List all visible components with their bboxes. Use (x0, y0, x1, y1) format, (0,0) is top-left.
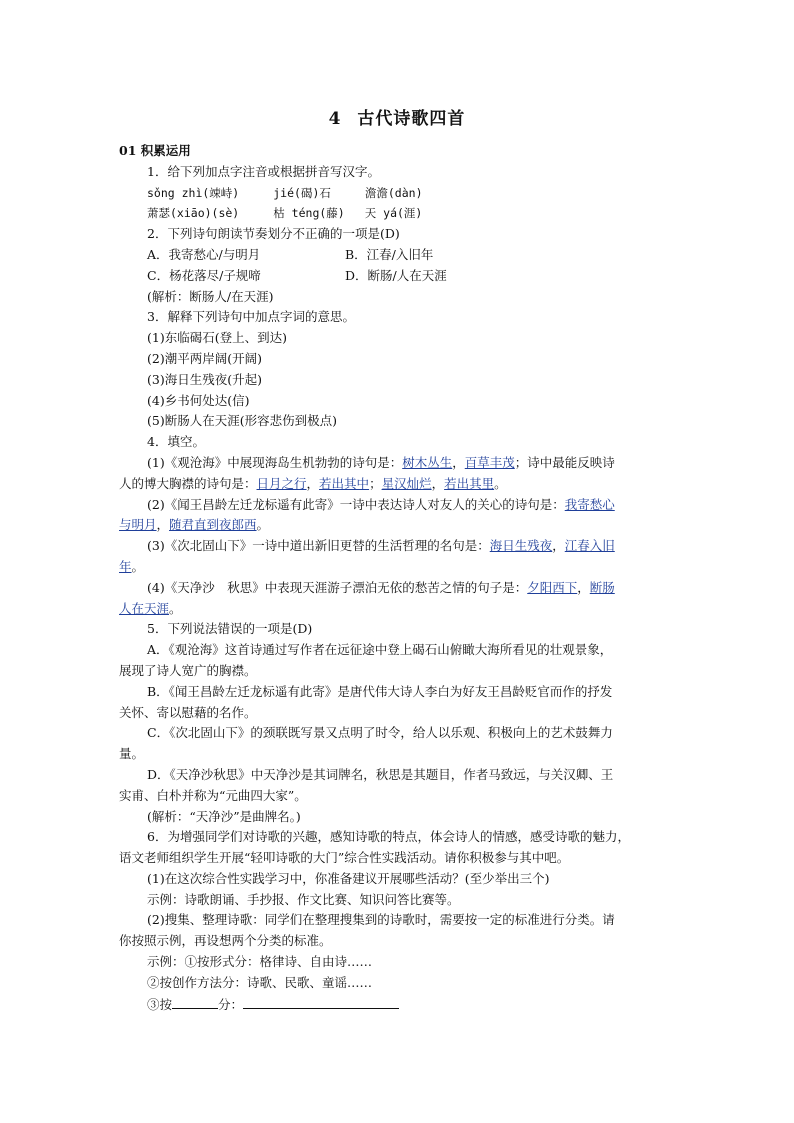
text: ； (369, 475, 382, 491)
answer: 江春入旧 (564, 538, 615, 554)
answer: 夕阳西下 (527, 579, 578, 595)
question-6-sub-2-cont: 你按照示例，再设想两个分类的标准。 (119, 933, 332, 949)
question-4-stem: 4．填空。 (147, 434, 205, 450)
question-6-example-2: ②按创作方法分：诗歌、民歌、童谣…… (147, 974, 373, 990)
question-3-item: (3)海日生残夜(升起) (147, 371, 262, 387)
q5-option-b: B．《闻王昌龄左迁龙标遥有此寄》是唐代伟大诗人李白为好友王昌龄贬官而作的抒发 (147, 683, 613, 699)
question-6-sub-1-example: 示例：诗歌朗诵、手抄报、作文比赛、知识问答比赛等。 (147, 891, 460, 907)
worksheet-body (119, 141, 679, 1015)
q1-item: 澹澹(dàn) (364, 185, 423, 200)
option-b: B．江春/入旧年 (345, 246, 434, 262)
q1-item: jié(碣)石 (273, 185, 331, 200)
answer: 年 (119, 558, 132, 574)
text: (3)《次北固山下》一诗中道出新旧更替的生活哲理的名句是： (147, 538, 490, 554)
text: ， (431, 475, 445, 491)
text: (1)《观沧海》中展现海岛生机勃勃的诗句是： (147, 454, 403, 470)
text: 。 (494, 475, 507, 491)
q1-item: sǒng zhì(竦峙) (147, 185, 240, 200)
option-d: D．断肠/人在天涯 (345, 267, 447, 283)
lesson-title: 古代诗歌四首 (357, 109, 466, 129)
answer: 人在天涯 (119, 600, 170, 616)
question-3-stem: 3．解释下列诗句中加点字词的意思。 (147, 309, 355, 325)
lesson-number: 4 (328, 109, 342, 129)
question-2-note: (解析：断肠人/在天涯) (147, 288, 274, 304)
answer: 若出其中 (319, 475, 370, 491)
answer: 树木丛生 (402, 454, 453, 470)
q5-option-b-cont: 关怀、寄以慰藉的名作。 (119, 704, 257, 720)
question-6-example-1: 示例：①按形式分：格律诗、自由诗…… (147, 954, 373, 970)
text: 。 (131, 558, 145, 574)
text: 。 (256, 517, 270, 533)
question-4-part-2-line-1 (119, 495, 679, 516)
answer: 海日生残夜 (489, 538, 553, 554)
answer: 断肠 (589, 579, 615, 595)
text: ， (552, 538, 565, 554)
text: ， (306, 475, 320, 491)
question-6-stem: 6．为增强同学们对诗歌的兴趣，感知诗歌的特点，体会诗人的情感，感受诗歌的魅力， (147, 829, 630, 845)
text: ， (452, 454, 465, 470)
answer: 若出其里 (444, 475, 495, 491)
q5-option-a: A．《观沧海》这首诗通过写作者在远征途中登上碣石山俯瞰大海所看见的壮观景象， (147, 642, 613, 658)
q5-option-c: C．《次北固山下》的颈联既写景又点明了时令，给人以乐观、积极向上的艺术鼓舞力 (147, 725, 613, 741)
question-5-stem: 5．下列说法错误的一项是(D) (147, 621, 313, 637)
question-4-part-4-line-2 (119, 599, 679, 620)
question-3-item: (4)乡书何处达(信) (147, 392, 250, 408)
q5-option-d-cont: 实甫、白朴并称为“元曲四大家”。 (119, 787, 307, 803)
text: (2)《闻王昌龄左迁龙标遥有此寄》一诗中表达诗人对友人的关心的诗句是： (147, 496, 565, 512)
question-3-item: (5)断肠人在天涯(形容悲伤到极点) (147, 413, 337, 429)
answer: 日月之行 (256, 475, 307, 491)
answer: 百草丰茂 (464, 454, 515, 470)
question-1-row-1 (119, 183, 679, 204)
text: ；诗中最能反映诗 (514, 454, 615, 470)
question-2-stem: 2．下列诗句朗读节奏划分不正确的一项是(D) (147, 226, 400, 242)
option-c: C．杨花落尽/子规啼 (147, 267, 261, 283)
q1-item: 枯 téng(藤) (273, 206, 345, 221)
question-6-sub-1: (1)在这次综合性实践学习中，你准备建议开展哪些活动？(至少举出三个) (147, 870, 550, 886)
question-4-part-3-line-2 (119, 557, 679, 578)
text: 人的博大胸襟的诗句是： (119, 475, 257, 491)
q5-option-c-cont: 量。 (119, 746, 145, 762)
text: (4)《天净沙 秋思》中表现天涯游子漂泊无依的愁苦之情的句子是： (147, 579, 528, 595)
question-4-part-4-line-1 (119, 578, 679, 599)
question-4-part-1-line-2 (119, 474, 679, 495)
question-3-item: (1)东临碣石(登上、到达) (147, 330, 287, 346)
section-heading: 01 积累运用 (119, 143, 191, 158)
q1-item: 天 yá(涯) (364, 206, 423, 221)
q5-option-a-cont: 展现了诗人宽广的胸襟。 (119, 662, 257, 678)
option-a: A．我寄愁心/与明月 (147, 246, 261, 262)
page-title (0, 104, 794, 129)
question-4-part-1-line-1 (119, 453, 679, 474)
answer: 与明月 (119, 517, 157, 533)
question-2-options-cd (119, 266, 679, 287)
text: 分： (218, 996, 244, 1012)
question-1-row-2 (119, 203, 679, 224)
question-6-sub-2: (2)搜集、整理诗歌：同学们在整理搜集到的诗歌时，需要按一定的标准进行分类。请 (147, 912, 615, 928)
answer: 我寄愁心 (564, 496, 615, 512)
answer: 随君直到夜郎西 (169, 517, 257, 533)
text: ， (156, 517, 170, 533)
question-4-part-2-line-2 (119, 515, 679, 536)
question-2-options-ab (119, 245, 679, 266)
text: ， (577, 579, 590, 595)
question-1-stem: 1．给下列加点字注音或根据拼音写汉字。 (147, 163, 380, 179)
question-5-note: (解析：“天净沙”是曲牌名。) (147, 808, 301, 824)
answer: 星汉灿烂 (381, 475, 432, 491)
text: ③按 (147, 996, 173, 1012)
question-6-example-3 (119, 994, 679, 1016)
question-3-item: (2)潮平两岸阔(开阔) (147, 350, 262, 366)
question-6-stem-cont: 语文老师组织学生开展“轻叩诗歌的大门”综合性实践活动。请你积极参与其中吧。 (119, 850, 570, 866)
q5-option-d: D．《天净沙秋思》中天净沙是其词牌名，秋思是其题目，作者马致远，与关汉卿、王 (147, 766, 614, 782)
text: 。 (169, 600, 182, 616)
question-4-part-3-line-1 (119, 536, 679, 557)
answer-blank[interactable] (243, 994, 399, 1009)
q1-item: 萧瑟(xiāo)(sè) (147, 206, 240, 221)
answer-blank[interactable] (172, 994, 218, 1009)
